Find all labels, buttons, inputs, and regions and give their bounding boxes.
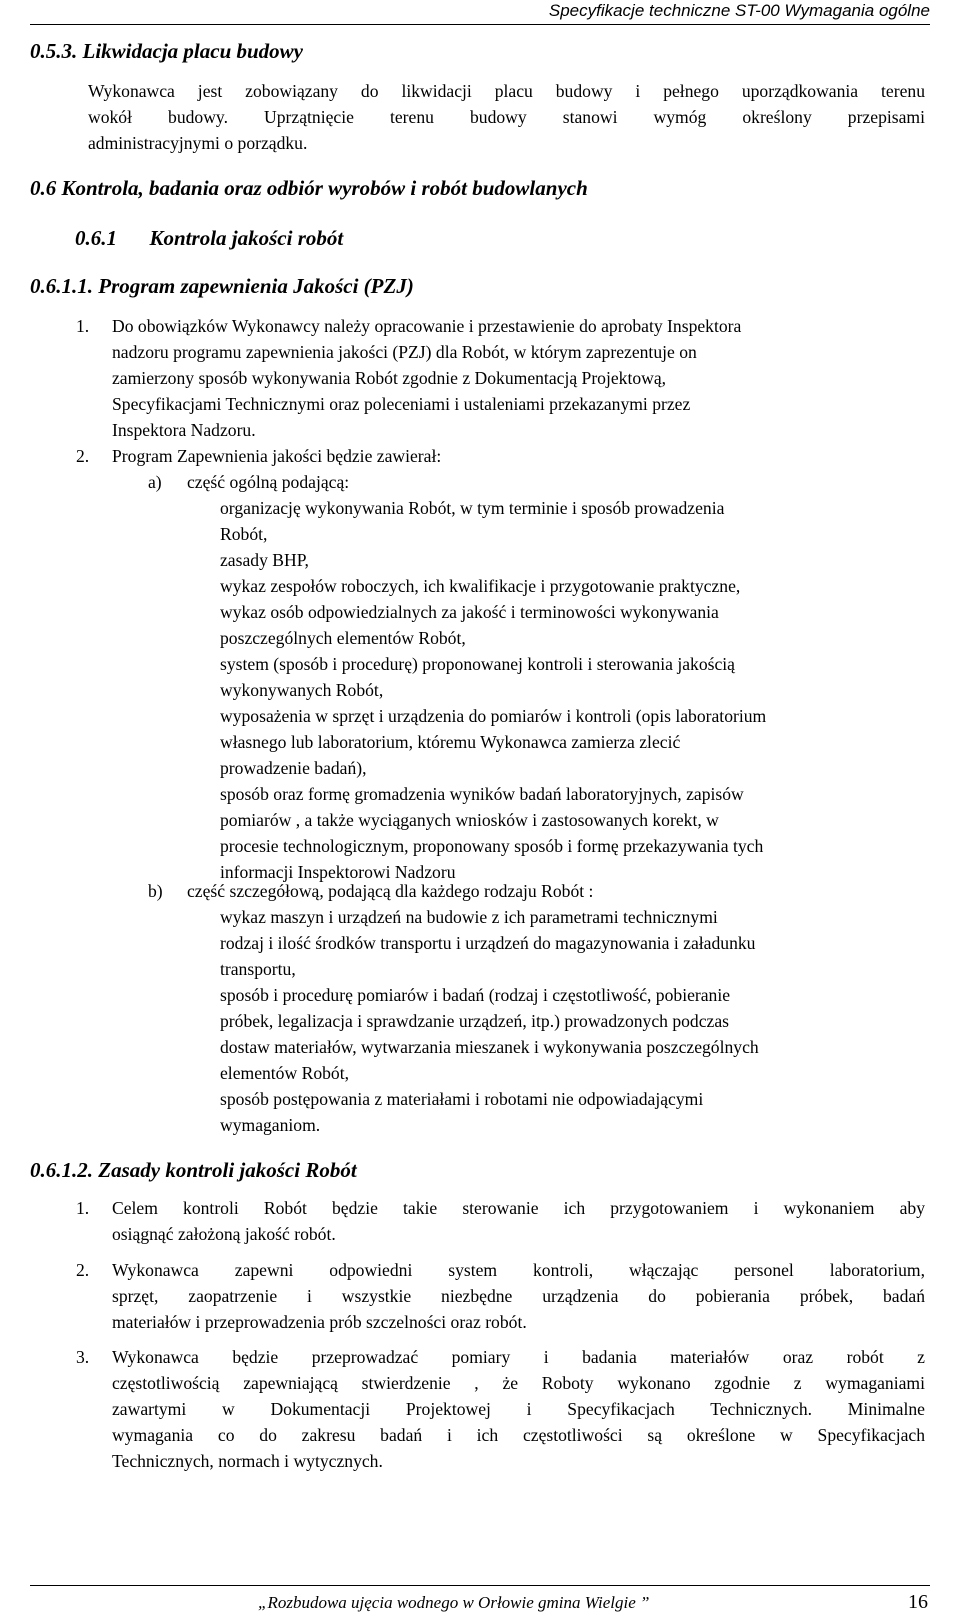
detail-line: wykaz osób odpowiedzialnych za jakość i terminowości wykonywania [220, 602, 719, 622]
footer-title: „Rozbudowa ujęcia wodnego w Orłowie gmina Wielgie ” [258, 1593, 650, 1612]
detail-line: wyposażenia w sprzęt i urządzenia do pomiarów i kontroli (opis laboratorium [220, 706, 767, 726]
list-line: Do obowiązków Wykonawcy należy opracowanie i przestawienie do aprobaty Inspektora [112, 316, 742, 336]
sublist-a-text: część ogólną podającą: [187, 472, 350, 492]
section-title: Kontrola jakości robót [149, 226, 344, 250]
list-line: Specyfikacjami Technicznymi oraz poleceniami i ustaleniami przekazanymi przez [112, 394, 691, 414]
detail-line: sposób oraz formę gromadzenia wyników badań laboratoryjnych, zapisów [220, 784, 744, 804]
detail-line: próbek, legalizacja i sprawdzanie urządzeń, itp.) prowadzonych podczas [220, 1011, 730, 1031]
list-line: zawartymi w Dokumentacji Projektowej i Specyfikacjach Technicznych. Minimalne [112, 1399, 925, 1419]
list-line: zamierzony sposób wykonywania Robót zgodnie z Dokumentacją Projektową, [112, 368, 667, 388]
detail-line: dostaw materiałów, wytwarzania mieszanek i wykonywania poszczególnych [220, 1037, 759, 1057]
paragraph-site-liquidation [88, 78, 925, 156]
detail-line: wymaganiom. [220, 1115, 321, 1135]
sublist-label-a: a) [148, 472, 162, 492]
paragraph-line: administracyjnymi o porządku. [88, 133, 308, 153]
section-heading-0-6-1-1: 0.6.1.1. Program zapewnienia Jakości (PZJ) [30, 274, 414, 298]
control-item-3-text [112, 1344, 925, 1474]
detail-line: zasady BHP, [220, 550, 309, 570]
list-line: materiałów i przeprowadzenia prób szczelności oraz robót. [112, 1312, 527, 1332]
list-number: 2. [76, 446, 90, 466]
list-line: wymagania co do zakresu badań i ich częstotliwości są określone w Specyfikacjach [112, 1425, 925, 1445]
list-line: częstotliwością zapewniającą stwierdzenie , że Roboty wykonano zgodnie z wymaganiami [112, 1373, 925, 1393]
detail-line: wykaz maszyn i urządzeń na budowie z ich parametrami technicznymi [220, 907, 718, 927]
detail-line: wykonywanych Robót, [220, 680, 384, 700]
list-number: 1. [76, 316, 90, 336]
list-number: 1. [76, 1198, 90, 1218]
detail-line: rodzaj i ilość środków transportu i urządzeń do magazynowania i załadunku [220, 933, 756, 953]
section-number: 0.6.1 [75, 226, 117, 250]
list-line: Technicznych, normach i wytycznych. [112, 1451, 383, 1471]
detail-line: organizację wykonywania Robót, w tym terminie i sposób prowadzenia [220, 498, 725, 518]
detail-line: wykaz zespołów roboczych, ich kwalifikacje i przygotowanie praktyczne, [220, 576, 741, 596]
detail-line: własnego lub laboratorium, któremu Wykonawca zamierza zlecić [220, 732, 681, 752]
detail-line: pomiarów , a także wyciąganych wniosków i zastosowanych korekt, w [220, 810, 719, 830]
detail-line: poszczególnych elementów Robót, [220, 628, 466, 648]
section-heading-0-6-1 [75, 225, 343, 251]
paragraph-line: wokół budowy. Uprzątnięcie terenu budowy stanowi wymóg określony przepisami [88, 107, 925, 127]
list-number: 2. [76, 1260, 90, 1280]
detail-line: procesie technologicznym, proponowany sposób i formę przekazywania tych [220, 836, 764, 856]
sublist-a-details [220, 495, 766, 885]
section-heading-0-6-1-2: 0.6.1.2. Zasady kontroli jakości Robót [30, 1158, 357, 1182]
detail-line: system (sposób i procedurę) proponowanej kontroli i sterowania jakością [220, 654, 735, 674]
detail-line: elementów Robót, [220, 1063, 349, 1083]
list-line: Wykonawca będzie przeprowadzać pomiary i badania materiałów oraz robót z [112, 1347, 925, 1367]
detail-line: sposób postępowania z materiałami i robotami nie odpowiadającymi [220, 1089, 704, 1109]
sublist-b-text: część szczegółową, podającą dla każdego rodzaju Robót : [187, 881, 594, 901]
list-line: Inspektora Nadzoru. [112, 420, 256, 440]
list-line: nadzoru programu zapewnienia jakości (PZJ) dla Robót, w którym zaprezentuje on [112, 342, 697, 362]
detail-line: prowadzenie badań), [220, 758, 367, 778]
paragraph-line: Wykonawca jest zobowiązany do likwidacji placu budowy i pełnego uporządkowania terenu [88, 81, 925, 101]
section-heading-0-6: 0.6 Kontrola, badania oraz odbiór wyrobów i robót budowlanych [30, 176, 588, 200]
detail-line: informacji Inspektorowi Nadzoru [220, 862, 456, 882]
sublist-label-b: b) [148, 881, 163, 901]
list-number: 3. [76, 1347, 90, 1367]
sublist-b-details [220, 904, 759, 1138]
detail-line: transportu, [220, 959, 296, 979]
page-number: 16 [908, 1591, 928, 1613]
control-item-2-text [112, 1257, 925, 1335]
list-line: Wykonawca zapewni odpowiedni system kontroli, włączając personel laboratorium, [112, 1260, 925, 1280]
detail-line: Robót, [220, 524, 268, 544]
list-line: Celem kontroli Robót będzie takie sterowanie ich przygotowaniem i wykonaniem aby [112, 1198, 925, 1218]
running-header: Specyfikacje techniczne ST-00 Wymagania ogólne [30, 0, 930, 25]
list-item-2-text: Program Zapewnienia jakości będzie zawierał: [112, 446, 442, 466]
section-heading-0-5-3: 0.5.3. Likwidacja placu budowy [30, 39, 303, 63]
list-item-1-text [112, 313, 925, 443]
list-line: osiągnąć założoną jakość robót. [112, 1224, 336, 1244]
control-item-1-text [112, 1195, 925, 1247]
footer-rule [30, 1585, 930, 1586]
list-line: sprzęt, zaopatrzenie i wszystkie niezbędne urządzenia do pobierania próbek, badań [112, 1286, 925, 1306]
detail-line: sposób i procedurę pomiarów i badań (rodzaj i częstotliwość, pobieranie [220, 985, 731, 1005]
